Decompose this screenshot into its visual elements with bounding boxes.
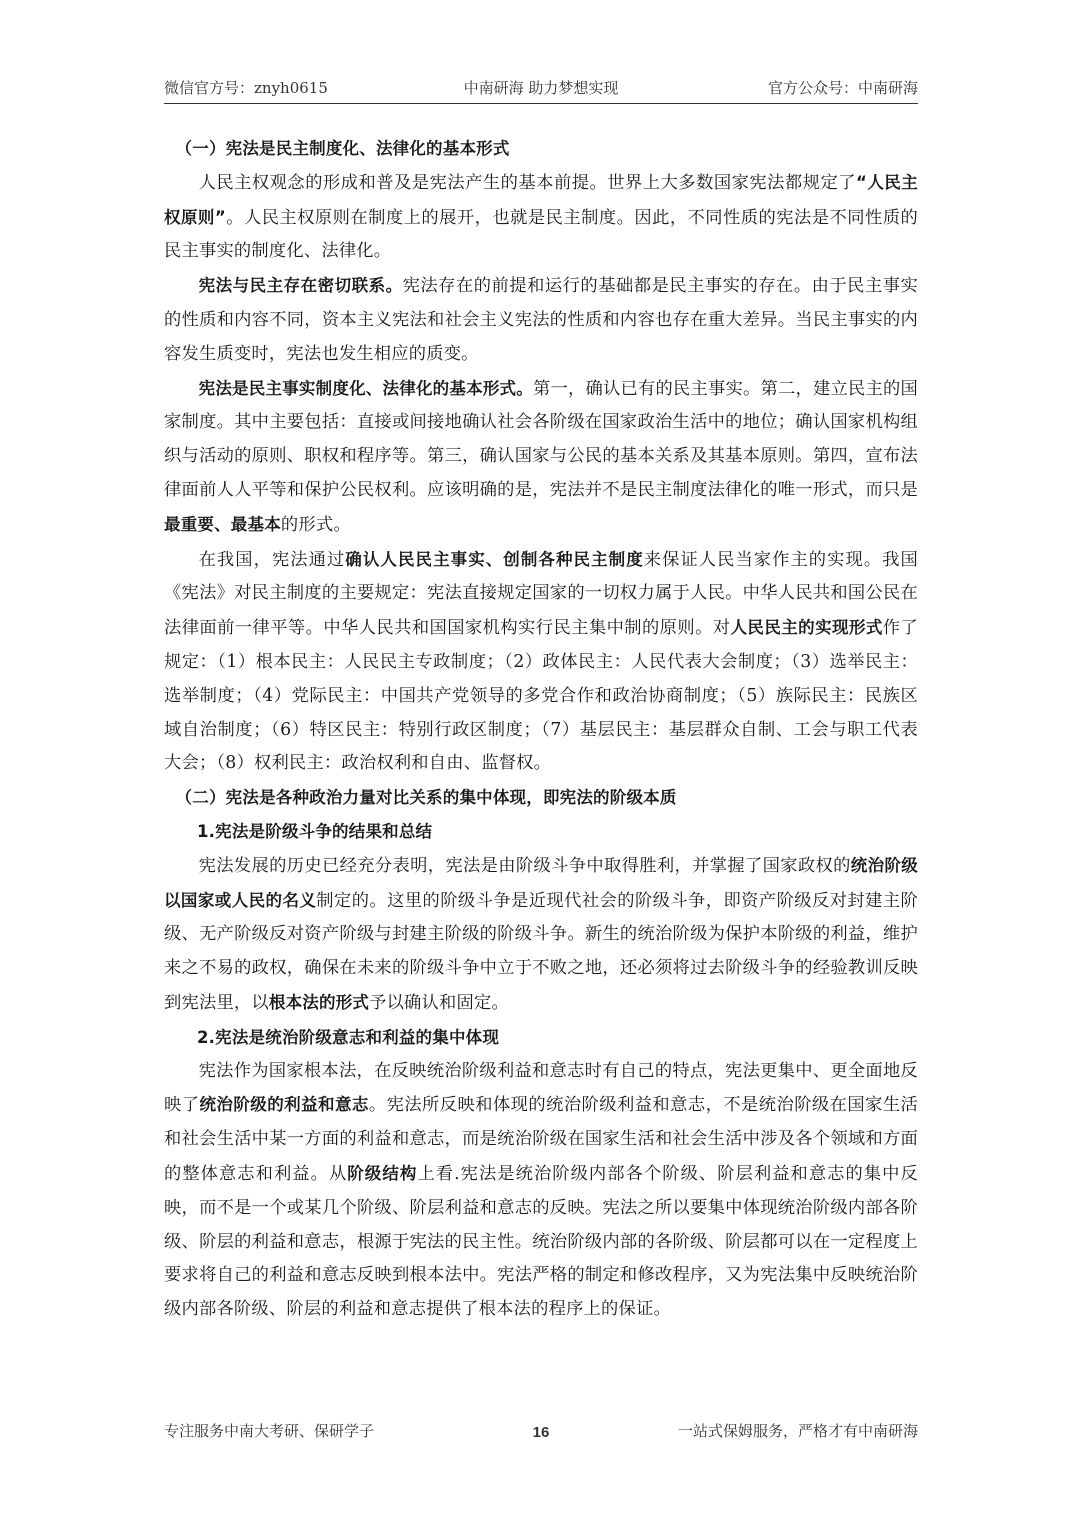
header-official-account: 官方公众号：中南研海 (767, 79, 918, 97)
paragraph-2: 宪法与民主存在密切联系。宪法存在的前提和运行的基础都是民主事实的存在。由于民主事实的性质和内容不同，资本主义宪法和社会主义宪法的性质和内容也存在重大差异。当民主事实的内容发生质变时，宪法也发生相应的质变。 (164, 276, 918, 364)
paragraph-1: 人民主权观念的形成和普及是宪法产生的基本前提。世界上大多数国家宪法都规定了“人民主权原则”。人民主权原则在制度上的展开，也就是民主制度。因此，不同性质的宪法是不同性质的民主事实的制度化、法律化。 (164, 172, 918, 262)
document-body (164, 132, 918, 1327)
subsection-heading-1: 1.宪法是阶级斗争的结果和总结 (197, 821, 433, 841)
section-heading-1: （一）宪法是民主制度化、法律化的基本形式 (175, 139, 510, 158)
subsection-heading-2: 2.宪法是统治阶级意志和利益的集中体现 (197, 1027, 500, 1047)
emphasis-text: 统治阶级的利益和意志 (199, 1095, 369, 1115)
emphasis-text: “人民主权原则” (164, 172, 918, 227)
emphasis-text: 统治阶级以国家或人民的名义 (164, 855, 918, 910)
emphasis-text: 人民民主的实现形式 (730, 618, 883, 638)
paragraph-4: 在我国，宪法通过确认人民民主事实、创制各种民主制度来保证人民当家作主的实现。我国《宪法》对民主制度的主要规定：宪法直接规定国家的一切权力属于人民。中华人民共和国公民在法律面前一律平等。中华人民共和国国家机构实行民主集中制的原则。对人民民主的实现形式作了规定：（1）根本民主：人民民主专政制度；（2）政体民主：人民代表大会制度；（3）选举民主：选举制度；（4）党际民主：中国共产党领导的多党合作和政治协商制度；（5）族际民主：民族区域自治制度；（6）特区民主：特别行政区制度；（7）基层民主：基层群众自制、工会与职工代表大会；（8）权利民主：政治权利和自由、监督权。 (164, 549, 918, 774)
page-number: 16 (532, 1424, 550, 1441)
paragraph-5: 宪法发展的历史已经充分表明，宪法是由阶级斗争中取得胜利，并掌握了国家政权的统治阶级以国家或人民的名义制定的。这里的阶级斗争是近现代社会的阶级斗争，即资产阶级反对封建主阶级、无产阶级反对资产阶级与封建主阶级的阶级斗争。新生的统治阶级为保护本阶级的利益，维护来之不易的政权，确保在未来的阶级斗争中立于不败之地，还必须将过去阶级斗争的经验教训反映到宪法里，以根本法的形式予以确认和固定。 (164, 855, 918, 1013)
footer-tagline: 专注服务中南大考研、保研学子 (164, 1422, 375, 1440)
emphasis-text: 最重要、最基本 (164, 514, 281, 534)
header-wechat-id: 微信官方号：znyh0615 (164, 79, 328, 97)
emphasis-text: 宪法是民主事实制度化、法律化的基本形式。 (198, 378, 533, 398)
emphasis-text: 确认人民民主事实、创制各种民主制度 (345, 549, 644, 569)
paragraph-3: 宪法是民主事实制度化、法律化的基本形式。第一，确认已有的民主事实。第二，建立民主的国家制度。其中主要包括：直接或间接地确认社会各阶级在国家政治生活中的地位；确认国家机构组织与活动的原则、职权和程序等。第三，确认国家与公民的基本关系及其基本原则。第四，宣布法律面前人人平等和保护公民权利。应该明确的是，宪法并不是民主制度法律化的唯一形式，而只是最重要、最基本的形式。 (164, 378, 919, 535)
emphasis-text: 阶级结构 (347, 1163, 418, 1183)
header-slogan: 中南研海 助力梦想实现 (463, 79, 619, 97)
emphasis-text: 根本法的形式 (268, 992, 370, 1012)
emphasis-text: 宪法与民主存在密切联系。 (198, 276, 403, 296)
section-heading-2: （二）宪法是各种政治力量对比关系的集中体现，即宪法的阶级本质 (175, 788, 677, 808)
paragraph-6: 宪法作为国家根本法，在反映统治阶级利益和意志时有自己的特点，宪法更集中、更全面地反映了统治阶级的利益和意志。宪法所反映和体现的统治阶级利益和意志，不是统治阶级在国家生活和社会生活中某一方面的利益和意志，而是统治阶级在国家生活和社会生活中涉及各个领域和方面的整体意志和利益。从阶级结构上看.宪法是统治阶级内部各个阶级、阶层利益和意志的集中反映，而不是一个或某几个阶级、阶层利益和意志的反映。宪法之所以要集中体现统治阶级内部各阶级、阶层的利益和意志，根源于宪法的民主性。统治阶级内部的各阶级、阶层都可以在一定程度上要求将自己的利益和意志反映到根本法中。宪法严格的制定和修改程序，又为宪法集中反映统治阶级内部各阶级、阶层的利益和意志提供了根本法的程序上的保证。 (164, 1060, 919, 1320)
footer-service-slogan: 一站式保姆服务，严格才有中南研海 (677, 1422, 918, 1440)
header-divider (164, 103, 918, 104)
